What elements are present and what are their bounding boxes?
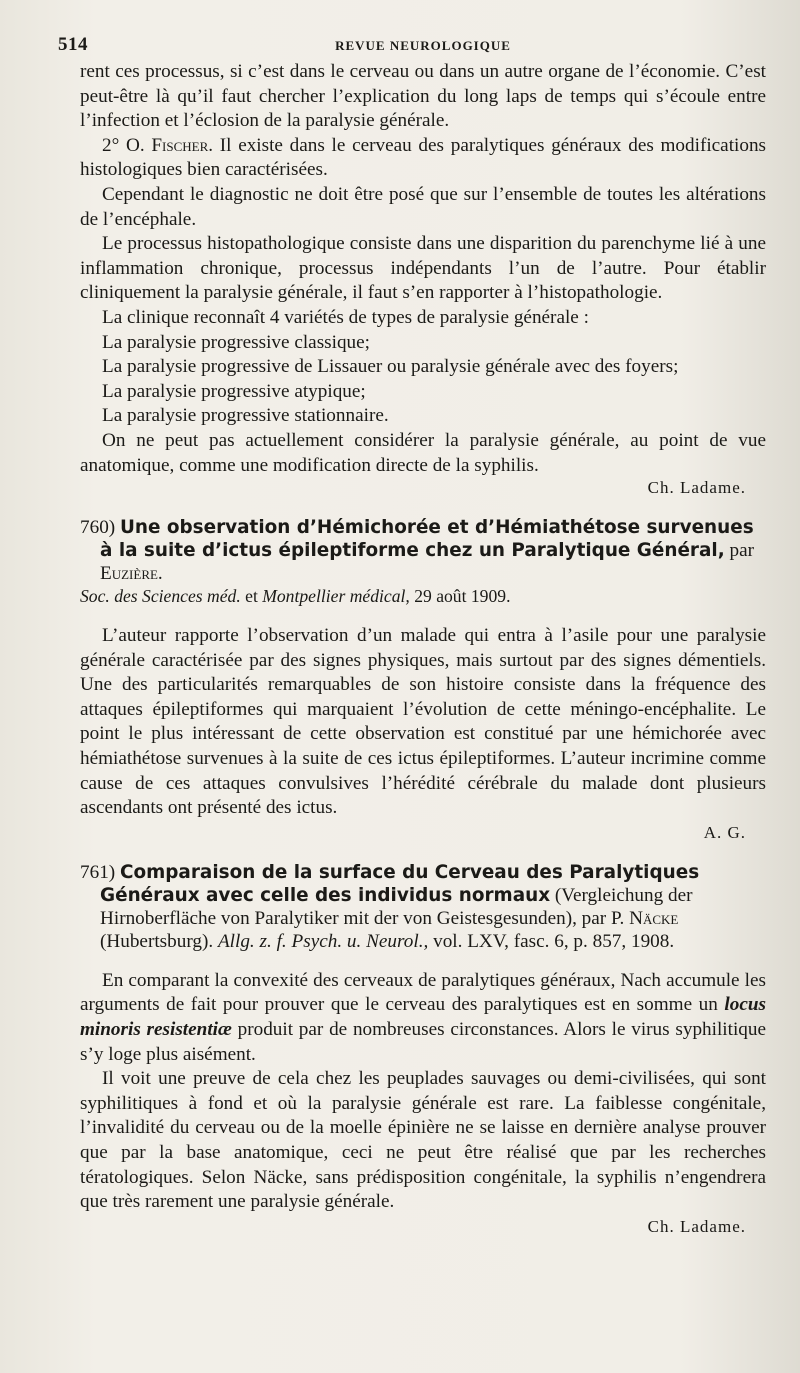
- abstract-761-title: Comparaison de la surface du Cerveau des Paralytiques Généraux avec celle des individus normaux: [100, 861, 700, 906]
- abstract-761-german: (Vergleichung der Hirnoberfläche von Paralytiker mit der von Geistesgesunden), par P.: [100, 884, 693, 929]
- abstract-760-source-date: 29 août 1909.: [409, 586, 511, 607]
- point-2-author: Fischer: [151, 134, 209, 156]
- abstract-760-body: L’auteur rapporte l’observation d’un malade qui entra à l’asile pour une paralysie générale caractérisée par des signes physiques, mais surtout par des signes démentiels. Une des particularités remarquables de son histoire consiste dans la fréquence des attaques épileptiformes qui marquaient l’évolution de cette méningo-encéphalite. Le point le plus intéressant de cette observation est constitué par une hémichorée avec hémiathétose survenues à la suite de ces ictus épileptiformes. L’auteur incrimine comme cause de ces attaques convulsives l’hérédité cérébrale du malade dont plusieurs ascendants ont présenté des ictus.: [80, 625, 766, 819]
- abstract-761-body-1: [80, 969, 766, 1067]
- abstract-760-source-a: Soc. des Sciences méd.: [80, 586, 241, 607]
- abstract-760-source-b: Montpellier médical,: [262, 586, 410, 607]
- section-continuation: [80, 60, 766, 500]
- signature-ladame-2: Ch. Ladame.: [647, 1216, 746, 1236]
- abstract-760-source-and: et: [240, 586, 263, 607]
- paragraph-diagnosis: Cependant le diagnostic ne doit être posé que sur l’ensemble de toutes les altérations de l’encéphale.: [80, 183, 766, 230]
- abstract-761-details: vol. LXV, fasc. 6, p. 857, 1908.: [428, 930, 675, 952]
- paragraph-continuation: rent ces processus, si c’est dans le cerveau ou dans un autre organe de l’économie. C’est peut-être là qu’il faut chercher l’explication du long laps de temps qui s’écoule entre l’infection et l’éclosion de la paralysie générale.: [80, 61, 766, 132]
- abstract-761-body-1a: En comparant la convexité des cerveaux de paralytiques généraux, Nach accumule les arguments de fait pour prouver que le cerveau des paralytiques est en somme un: [80, 969, 766, 1016]
- signature-ladame-1: Ch. Ladame.: [647, 478, 746, 498]
- paragraph-clinic: La clinique reconnaît 4 variétés de types de paralysie générale :: [102, 306, 589, 328]
- abstract-760-author: Euzière.: [100, 563, 163, 585]
- abstract-760-by: par: [724, 540, 755, 562]
- paragraph-conclusion: On ne peut pas actuellement considérer la paralysie générale, au point de vue anatomique, comme une modification directe de la syphilis.: [80, 429, 766, 476]
- page-number: 514: [58, 34, 88, 55]
- abstract-761: [80, 861, 766, 1239]
- signature-ag: A. G.: [703, 822, 746, 842]
- journal-title: REVUE NEUROLOGIQUE: [335, 38, 511, 53]
- list-item-stationary: La paralysie progressive stationnaire.: [102, 405, 389, 427]
- list-item-atypical: La paralysie progressive atypique;: [102, 380, 366, 402]
- abstract-761-body-2: Il voit une preuve de cela chez les peuplades sauvages ou demi-civilisées, qui sont syphilitiques à fond et où la paralysie générale est rare. La faiblesse congénitale, l’invalidité du cerveau ou de la moelle épinière ne se laisse en dernière analyse prouver que par la base anatomique, ceci ne peut être réalisé que par les recherches tératologiques. Selon Näcke, sans prédisposition congénitale, la syphilis n’engendrera que très rarement une paralysie générale.: [80, 1068, 766, 1213]
- abstract-761-body-1b: produit par de nombreuses circonstances. Alors le virus syphilitique s’y loge plus aisément.: [80, 1019, 766, 1065]
- point-2-prefix: 2° O.: [102, 134, 152, 156]
- point-2-sep: .: [208, 134, 220, 156]
- abstract-761-heading: [80, 861, 766, 953]
- abstract-761-latin: locus minoris resistentiæ: [80, 994, 766, 1041]
- abstract-761-author: Näcke: [629, 907, 679, 929]
- paragraph-point-2: [80, 134, 766, 183]
- abstract-761-journal: Allg. z. f. Psych. u. Neurol.,: [217, 930, 429, 952]
- point-2-text: Il existe dans le cerveau des paralytiques généraux des modifications histologiques bien caractérisées.: [80, 134, 767, 181]
- running-header: [58, 30, 766, 60]
- list-item-lissauer: La paralysie progressive de Lissauer ou paralysie générale avec des foyers;: [102, 356, 679, 378]
- abstract-761-place: (Hubertsburg).: [100, 930, 218, 952]
- abstract-760-number: 760): [80, 517, 116, 539]
- paragraph-process: Le processus histopathologique consiste dans une disparition du parenchyme lié à une inflammation chronique, processus indépendants l’un de l’autre. Pour établir cliniquement la paralysie générale, il faut s’en rapporter à l’histopathologie.: [80, 233, 766, 304]
- abstract-760-heading: [80, 516, 766, 608]
- abstract-760: [80, 516, 766, 845]
- list-item-classic: La paralysie progressive classique;: [102, 331, 370, 353]
- abstract-761-number: 761): [80, 861, 116, 883]
- abstract-760-title: Une observation d’Hémichorée et d’Hémiathétose survenues à la suite d’ictus épileptiforme chez un Paralytique Général,: [100, 517, 754, 562]
- abstract-760-source: [80, 585, 766, 608]
